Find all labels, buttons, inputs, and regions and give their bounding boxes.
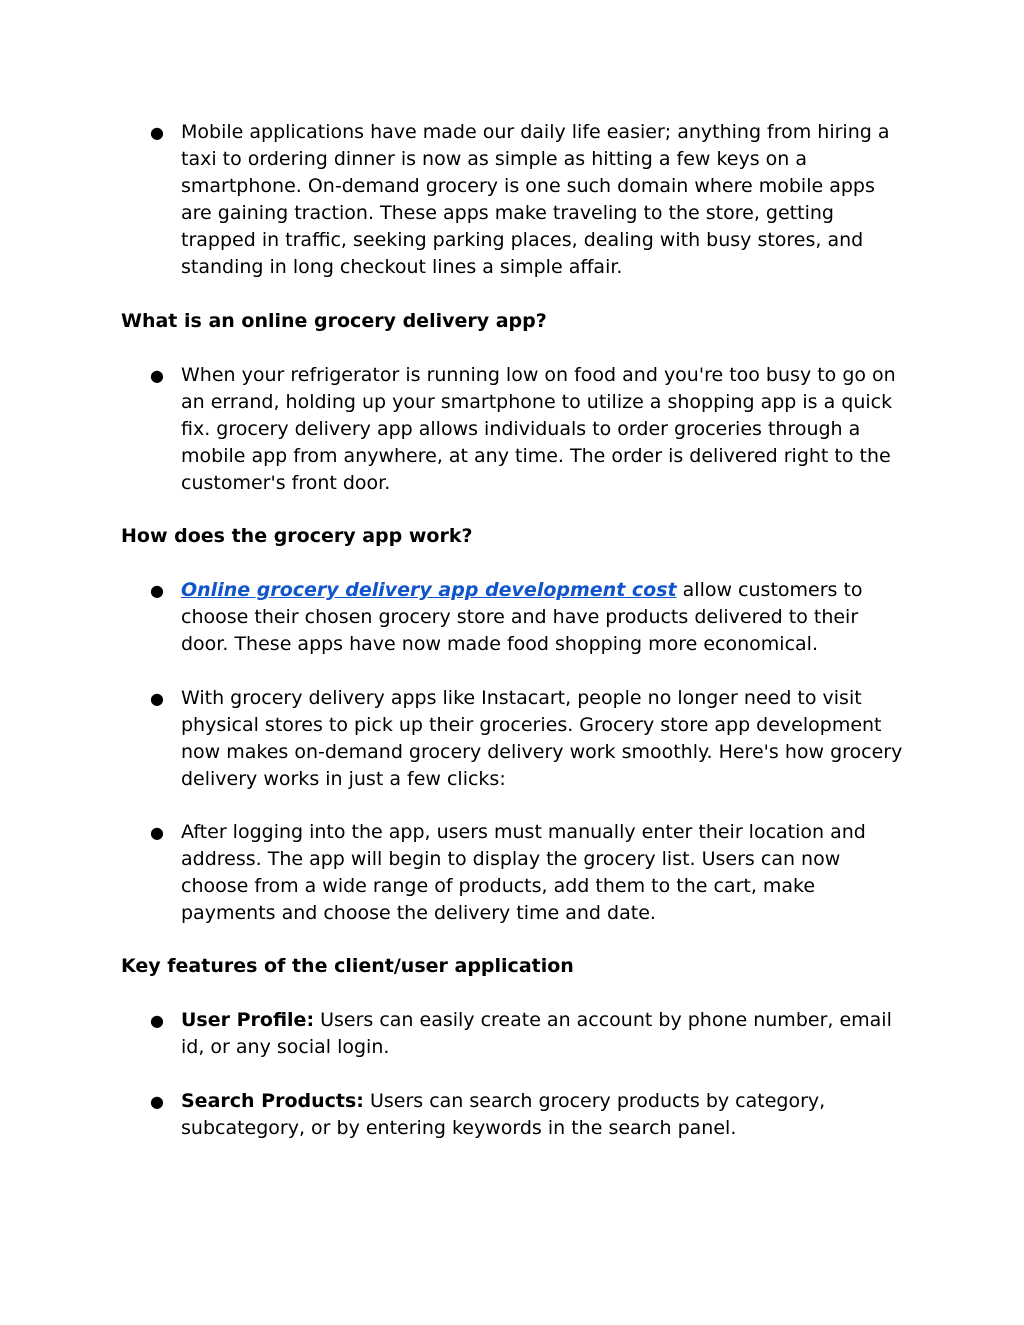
bullet-icon: ●	[150, 366, 164, 385]
development-cost-link[interactable]: Online grocery delivery app development cost	[181, 579, 677, 601]
feature-item-search-products	[150, 1088, 910, 1142]
bullet-icon: ●	[150, 123, 164, 142]
how-paragraph-1	[181, 577, 910, 658]
bullet-icon: ●	[150, 581, 164, 600]
feature-label: Search Products:	[181, 1090, 364, 1112]
how-bullet-item-3	[150, 819, 910, 927]
feature-search-products-text	[181, 1088, 910, 1142]
heading-how-it-works: How does the grocery app work?	[121, 525, 473, 547]
bullet-icon: ●	[150, 689, 164, 708]
heading-key-features: Key features of the client/user application	[121, 955, 574, 977]
intro-bullet-item	[150, 119, 910, 281]
feature-label: User Profile:	[181, 1009, 315, 1031]
how-paragraph-2: With grocery delivery apps like Instacart, people no longer need to visit physical stores to pick up their groceries. Grocery store app development now makes on-demand grocery delivery work smoothly. Here's how grocery delivery works in just a few clicks:	[181, 687, 903, 790]
how-paragraph-3: After logging into the app, users must manually enter their location and address. The app will begin to display the grocery list. Users can now choose from a wide range of products, add them to the cart, make payments and choose the delivery time and date.	[181, 821, 866, 924]
how-paragraph-1-rest: allow customers to choose their chosen grocery store and have products delivered to their door. These apps have now made food shopping more economical.	[181, 579, 863, 655]
what-bullet-item	[150, 362, 910, 497]
heading-what-is-app: What is an online grocery delivery app?	[121, 310, 547, 332]
bullet-icon: ●	[150, 823, 164, 842]
feature-user-profile-text	[181, 1007, 910, 1061]
bullet-icon: ●	[150, 1092, 164, 1111]
feature-description: Users can search grocery products by category, subcategory, or by entering keywords in the search panel.	[181, 1090, 826, 1139]
feature-description: Users can easily create an account by phone number, email id, or any social login.	[181, 1009, 892, 1058]
what-paragraph: When your refrigerator is running low on food and you're too busy to go on an errand, holding up your smartphone to utilize a shopping app is a quick fix. grocery delivery app allows individuals to order groceries through a mobile app from anywhere, at any time. The order is delivered right to the customer's front door.	[181, 364, 896, 494]
intro-paragraph: Mobile applications have made our daily life easier; anything from hiring a taxi to ordering dinner is now as simple as hitting a few keys on a smartphone. On-demand grocery is one such domain where mobile apps are gaining traction. These apps make traveling to the store, getting trapped in traffic, seeking parking places, dealing with busy stores, and standing in long checkout lines a simple affair.	[181, 121, 890, 278]
how-bullet-item-2	[150, 685, 910, 793]
how-bullet-item-1	[150, 577, 910, 658]
feature-item-user-profile	[150, 1007, 910, 1061]
bullet-icon: ●	[150, 1011, 164, 1030]
